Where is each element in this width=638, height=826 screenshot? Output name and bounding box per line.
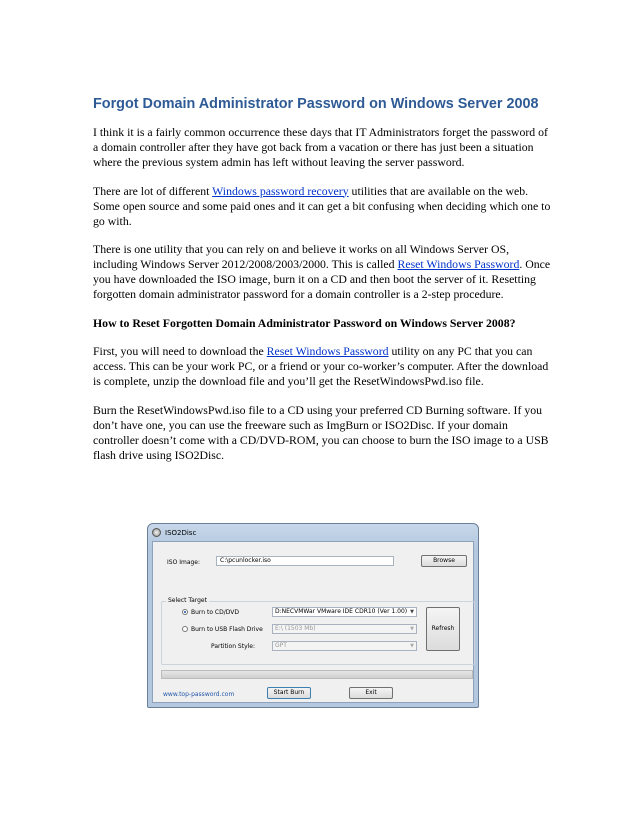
windows-password-recovery-link[interactable]: Windows password recovery — [212, 183, 349, 198]
partition-style-select[interactable] — [272, 641, 417, 651]
paragraph-text: There are lot of different — [93, 183, 213, 198]
chevron-down-icon: ▼ — [410, 609, 414, 615]
paragraph-text: There is one utility that you can rely on and believe it works on all Windows Server OS, including Windows Server 2012/2008/2003/2000. This is called — [93, 242, 510, 271]
website-link[interactable]: www.top-password.com — [163, 691, 235, 698]
cd-drive-select[interactable] — [272, 607, 417, 617]
burn-usb-radio[interactable] — [182, 626, 188, 632]
page-title: Forgot Domain Administrator Password on Windows Server 2008 — [93, 96, 539, 112]
usb-drive-value: E:\ (1503 Mb) — [275, 625, 316, 632]
window-client — [152, 541, 474, 703]
paragraph-text: utility on any PC that you can access. This can be your work PC, or a friend or your co-worker’s computer. After the download is complete, unzip the download file and you’ll get the ResetWindowsPwd.iso file. — [93, 344, 549, 388]
usb-drive-select[interactable] — [272, 624, 417, 634]
iso-image-label: ISO Image: — [167, 559, 201, 566]
chevron-down-icon: ▼ — [410, 626, 414, 632]
burn-usb-label: Burn to USB Flash Drive — [191, 626, 263, 633]
iso-image-field[interactable]: C:\pcunlocker.iso — [216, 556, 394, 566]
paragraph-reset-windows — [93, 242, 553, 302]
partition-style-value: GPT — [275, 642, 287, 649]
paragraph-intro: I think it is a fairly common occurrence these days that IT Administrators forget the password of a domain controller after they have got back from a vacation or there has just been a situation where the previous system admin has left without leaving the server password. — [93, 125, 548, 169]
burn-cd-radio[interactable] — [182, 609, 188, 615]
start-burn-button[interactable]: Start Burn — [267, 687, 311, 699]
section-heading: How to Reset Forgotten Domain Administrator Password on Windows Server 2008? — [93, 315, 516, 330]
paragraph-download — [93, 344, 553, 389]
reset-windows-password-download-link[interactable]: Reset Windows Password — [266, 344, 389, 358]
paragraph-text: First, you will need to download the — [93, 344, 267, 358]
browse-button[interactable]: Browse — [421, 555, 467, 567]
burn-progress-bar — [161, 670, 473, 679]
paragraph-text: utilities that are available on the web. Some open source and some paid ones and it can get a bit confusing when deciding which one to go with. — [93, 183, 551, 228]
cd-drive-value: D:NECVMWar VMware IDE CDR10 (Ver 1.00) — [275, 608, 408, 615]
disc-icon — [152, 528, 161, 537]
chevron-down-icon: ▼ — [410, 643, 414, 649]
paragraph-utilities — [93, 184, 553, 229]
window-title: ISO2Disc — [165, 528, 197, 537]
paragraph-text: . Once you have downloaded the ISO image, burn it on a CD and then boot the server of it. Resetting forgotten domain administrator password for a domain controller is a 2-step procedure. — [93, 257, 551, 301]
reset-windows-password-link[interactable]: Reset Windows Password — [397, 257, 520, 271]
window-titlebar — [148, 524, 478, 541]
iso2disc-screenshot — [147, 523, 479, 708]
exit-button[interactable]: Exit — [349, 687, 393, 699]
burn-cd-label: Burn to CD/DVD — [191, 609, 239, 616]
partition-style-label: Partition Style: — [211, 643, 256, 650]
select-target-label: Select Target — [168, 597, 207, 604]
document-body — [93, 96, 553, 476]
paragraph-burn: Burn the ResetWindowsPwd.iso file to a CD using your preferred CD Burning software. If you don’t have one, you can use the freeware such as ImgBurn or ISO2Disc. If your domain controller doesn’t come with a CD/DVD-ROM, you can choose to burn the ISO image to a USB flash drive using ISO2Disc. — [93, 402, 549, 462]
select-target-group — [161, 597, 475, 665]
refresh-button[interactable]: Refresh — [426, 607, 460, 651]
